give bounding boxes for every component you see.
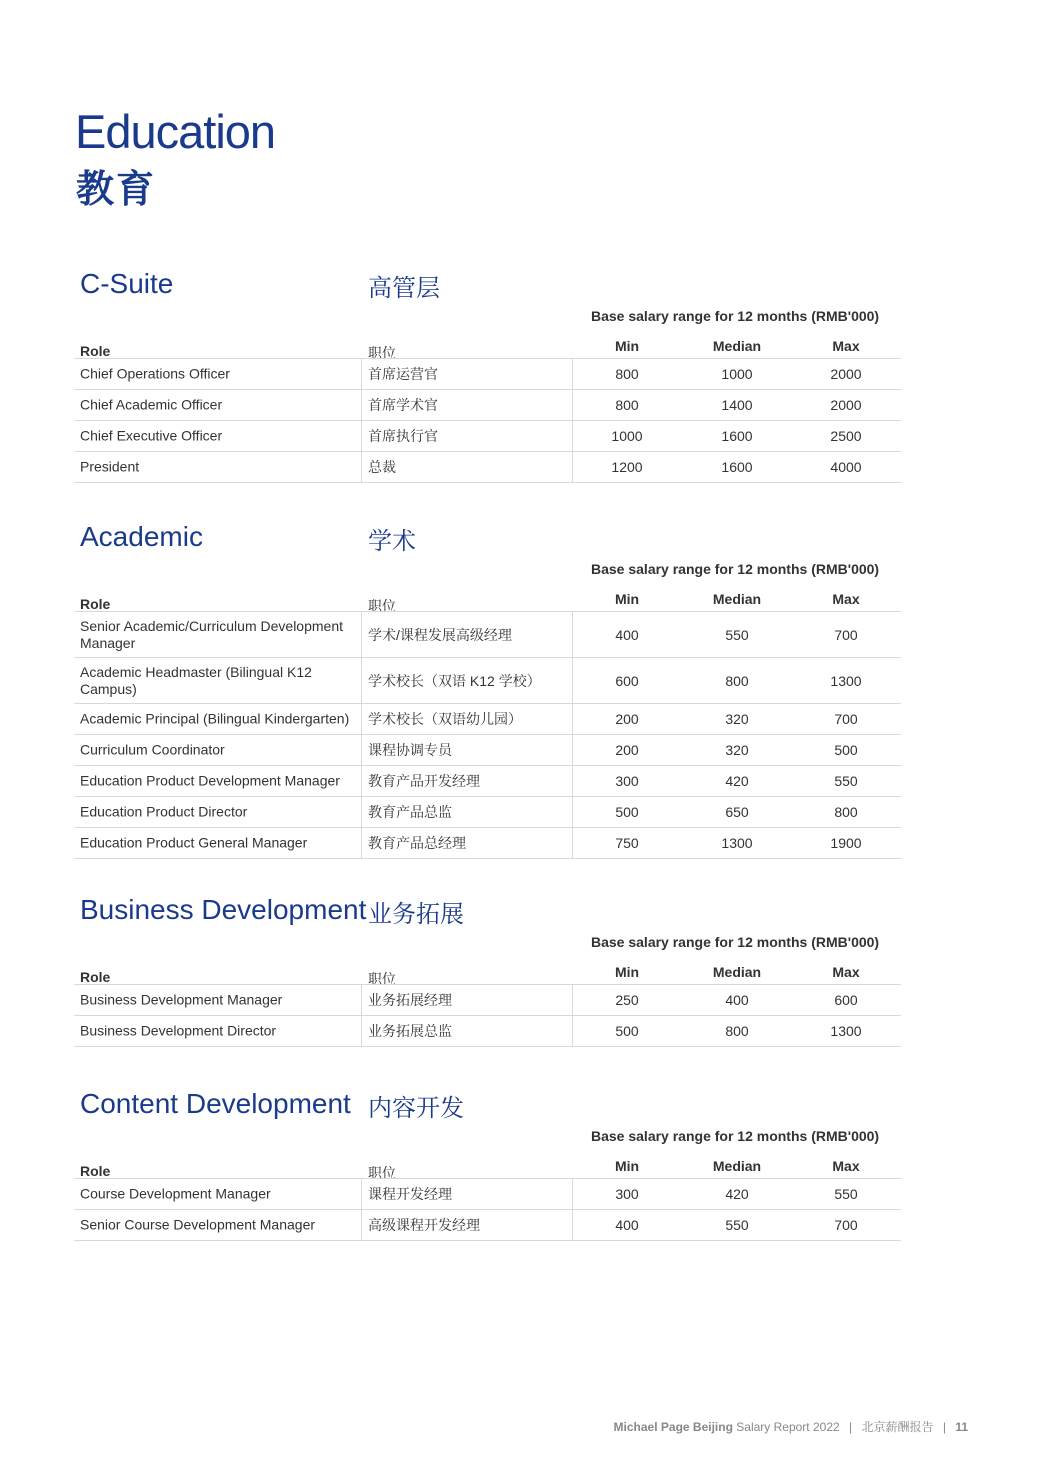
header-median: Median — [712, 964, 762, 980]
column-divider — [572, 1179, 573, 1209]
role-name: Academic Headmaster (Bilingual K12 Campus) — [80, 663, 312, 697]
section-2 — [74, 894, 901, 1047]
max-value: 700 — [834, 711, 858, 727]
column-divider — [572, 735, 573, 765]
page-title-cn: 教育 — [76, 169, 157, 211]
role-name: Curriculum Coordinator — [80, 741, 225, 758]
column-divider — [361, 1210, 362, 1240]
role-name: Course Development Manager — [80, 1185, 271, 1202]
min-value: 800 — [615, 366, 639, 382]
column-divider — [572, 985, 573, 1015]
header-max: Max — [832, 1158, 860, 1174]
min-value: 400 — [615, 626, 639, 643]
role-name: Senior Academic/Curriculum Development Manager — [80, 617, 343, 651]
table-row — [74, 735, 901, 766]
table-row — [74, 1179, 901, 1210]
column-divider — [361, 1179, 362, 1209]
column-divider — [572, 658, 573, 703]
role-name: Chief Operations Officer — [80, 365, 230, 382]
median-value: 420 — [725, 773, 749, 789]
max-value: 1300 — [830, 672, 862, 689]
table-row — [74, 704, 901, 735]
max-value: 4000 — [830, 459, 862, 475]
median-value: 1600 — [721, 428, 753, 444]
column-divider — [361, 828, 362, 858]
table-header — [74, 1158, 901, 1181]
role-name: Academic Principal (Bilingual Kindergarten) — [80, 710, 350, 727]
section-title-cn: 内容开发 — [368, 1095, 464, 1122]
role-name-cn: 总裁 — [368, 459, 396, 475]
max-value: 700 — [834, 1217, 858, 1233]
role-name: Senior Course Development Manager — [80, 1216, 316, 1233]
table-body — [74, 1178, 901, 1241]
max-value: 500 — [834, 742, 858, 758]
column-divider — [572, 359, 573, 389]
max-value: 2000 — [830, 397, 862, 413]
min-value: 1200 — [611, 459, 643, 475]
min-value: 300 — [615, 773, 639, 789]
role-name: Business Development Director — [80, 1022, 277, 1039]
header-role: Role — [80, 343, 111, 359]
role-name: Chief Academic Officer — [80, 396, 223, 413]
column-divider — [572, 452, 573, 482]
table-body — [74, 984, 901, 1047]
header-position: 职位 — [368, 1165, 396, 1181]
max-value: 2000 — [830, 366, 862, 382]
table-row — [74, 1016, 901, 1047]
column-divider — [361, 390, 362, 420]
section-0 — [74, 268, 901, 483]
column-divider — [572, 390, 573, 420]
header-median: Median — [712, 338, 762, 354]
header-role: Role — [80, 969, 111, 985]
range-caption: Base salary range for 12 months (RMB'000) — [591, 561, 880, 577]
column-divider — [361, 797, 362, 827]
table-row — [74, 612, 901, 658]
section-title-en: Academic — [80, 521, 203, 552]
header-role: Role — [80, 1163, 111, 1179]
section-title-en: Content Development — [80, 1088, 351, 1119]
role-name-cn: 业务拓展总监 — [368, 1023, 452, 1039]
range-caption: Base salary range for 12 months (RMB'000) — [591, 1128, 880, 1144]
role-name: Education Product General Manager — [80, 834, 308, 851]
min-value: 1000 — [611, 428, 643, 444]
min-value: 800 — [615, 397, 639, 413]
role-name-cn: 课程协调专员 — [368, 742, 452, 758]
role-name-cn: 学术/课程发展高级经理 — [368, 626, 512, 643]
role-name-cn: 学术校长（双语幼儿园） — [368, 711, 522, 727]
section-title-cn: 学术 — [368, 528, 416, 555]
section-title-en: Business Development — [80, 894, 367, 925]
column-divider — [361, 359, 362, 389]
table-row — [74, 766, 901, 797]
table-row — [74, 1210, 901, 1241]
column-divider — [361, 985, 362, 1015]
column-divider — [572, 766, 573, 796]
max-value: 1900 — [830, 835, 862, 851]
column-divider — [361, 658, 362, 703]
min-value: 750 — [615, 835, 639, 851]
median-value: 800 — [725, 1023, 749, 1039]
column-divider — [361, 452, 362, 482]
median-value: 320 — [725, 711, 749, 727]
role-name-cn: 学术校长（双语 K12 学校） — [368, 672, 541, 689]
header-median: Median — [712, 1158, 762, 1174]
header-position: 职位 — [368, 345, 396, 361]
role-name: President — [80, 458, 140, 475]
table-row — [74, 797, 901, 828]
median-value: 420 — [725, 1186, 749, 1202]
table-row — [74, 452, 901, 483]
max-value: 2500 — [830, 428, 862, 444]
column-divider — [361, 766, 362, 796]
header-position: 职位 — [368, 598, 396, 614]
footer-report-cn: 北京薪酬报告 — [861, 1420, 934, 1434]
range-caption: Base salary range for 12 months (RMB'000) — [591, 934, 880, 950]
role-name: Education Product Director — [80, 803, 248, 820]
header-min: Min — [614, 1158, 640, 1174]
table-header — [74, 964, 901, 987]
median-value: 550 — [725, 1217, 749, 1233]
min-value: 250 — [615, 992, 639, 1008]
table-body — [74, 611, 901, 859]
median-value: 1000 — [721, 366, 753, 382]
header-position: 职位 — [368, 971, 396, 987]
max-value: 1300 — [830, 1023, 862, 1039]
column-divider — [572, 1016, 573, 1046]
median-value: 550 — [725, 626, 749, 643]
table-row — [74, 658, 901, 704]
role-name-cn: 教育产品总经理 — [368, 835, 466, 851]
header-min: Min — [614, 338, 640, 354]
header-max: Max — [832, 338, 860, 354]
column-divider — [361, 612, 362, 657]
section-title-en: C-Suite — [80, 268, 174, 299]
role-name: Chief Executive Officer — [80, 427, 223, 444]
column-divider — [572, 797, 573, 827]
max-value: 700 — [834, 626, 858, 643]
median-value: 650 — [725, 804, 749, 820]
table-header — [74, 591, 901, 614]
column-divider — [572, 828, 573, 858]
footer-page-number: 11 — [955, 1420, 968, 1434]
column-divider — [361, 421, 362, 451]
section-1 — [74, 521, 901, 859]
table-row — [74, 985, 901, 1016]
section-3 — [74, 1088, 901, 1241]
header-median: Median — [712, 591, 762, 607]
section-title-cn: 高管层 — [368, 275, 440, 302]
footer-report: Salary Report 2022 — [736, 1420, 840, 1434]
header-min: Min — [614, 964, 640, 980]
column-divider — [572, 1210, 573, 1240]
min-value: 400 — [615, 1217, 639, 1233]
footer-company: Michael Page Beijing — [613, 1420, 733, 1434]
footer-separator: | — [942, 1420, 946, 1434]
page-title-en: Education — [75, 105, 276, 158]
min-value: 200 — [615, 711, 639, 727]
max-value: 550 — [834, 1186, 858, 1202]
max-value: 600 — [834, 992, 858, 1008]
table-row — [74, 421, 901, 452]
role-name: Business Development Manager — [80, 991, 283, 1008]
median-value: 1600 — [721, 459, 753, 475]
role-name-cn: 首席执行官 — [368, 428, 438, 444]
min-value: 600 — [615, 672, 639, 689]
range-caption: Base salary range for 12 months (RMB'000) — [591, 308, 880, 324]
role-name-cn: 教育产品开发经理 — [368, 773, 480, 789]
min-value: 500 — [615, 804, 639, 820]
column-divider — [572, 704, 573, 734]
median-value: 400 — [725, 992, 749, 1008]
header-max: Max — [832, 591, 860, 607]
footer-separator: | — [849, 1420, 853, 1434]
min-value: 300 — [615, 1186, 639, 1202]
role-name-cn: 首席学术官 — [368, 397, 438, 413]
table-header — [74, 338, 901, 361]
role-name-cn: 课程开发经理 — [368, 1186, 452, 1202]
median-value: 1400 — [721, 397, 753, 413]
max-value: 800 — [834, 804, 858, 820]
median-value: 1300 — [721, 835, 753, 851]
role-name-cn: 教育产品总监 — [368, 804, 452, 820]
column-divider — [572, 612, 573, 657]
role-name-cn: 业务拓展经理 — [368, 992, 452, 1008]
min-value: 500 — [615, 1023, 639, 1039]
column-divider — [361, 704, 362, 734]
role-name: Education Product Development Manager — [80, 772, 340, 789]
column-divider — [572, 421, 573, 451]
max-value: 550 — [834, 773, 858, 789]
table-body — [74, 358, 901, 483]
column-divider — [361, 1016, 362, 1046]
header-max: Max — [832, 964, 860, 980]
header-min: Min — [614, 591, 640, 607]
footer — [614, 1418, 968, 1435]
table-row — [74, 359, 901, 390]
section-title-cn: 业务拓展 — [368, 901, 464, 928]
median-value: 800 — [725, 672, 749, 689]
role-name-cn: 首席运营官 — [368, 366, 438, 382]
column-divider — [361, 735, 362, 765]
header-role: Role — [80, 596, 111, 612]
role-name-cn: 高级课程开发经理 — [368, 1217, 480, 1233]
min-value: 200 — [615, 742, 639, 758]
median-value: 320 — [725, 742, 749, 758]
table-row — [74, 828, 901, 859]
table-row — [74, 390, 901, 421]
